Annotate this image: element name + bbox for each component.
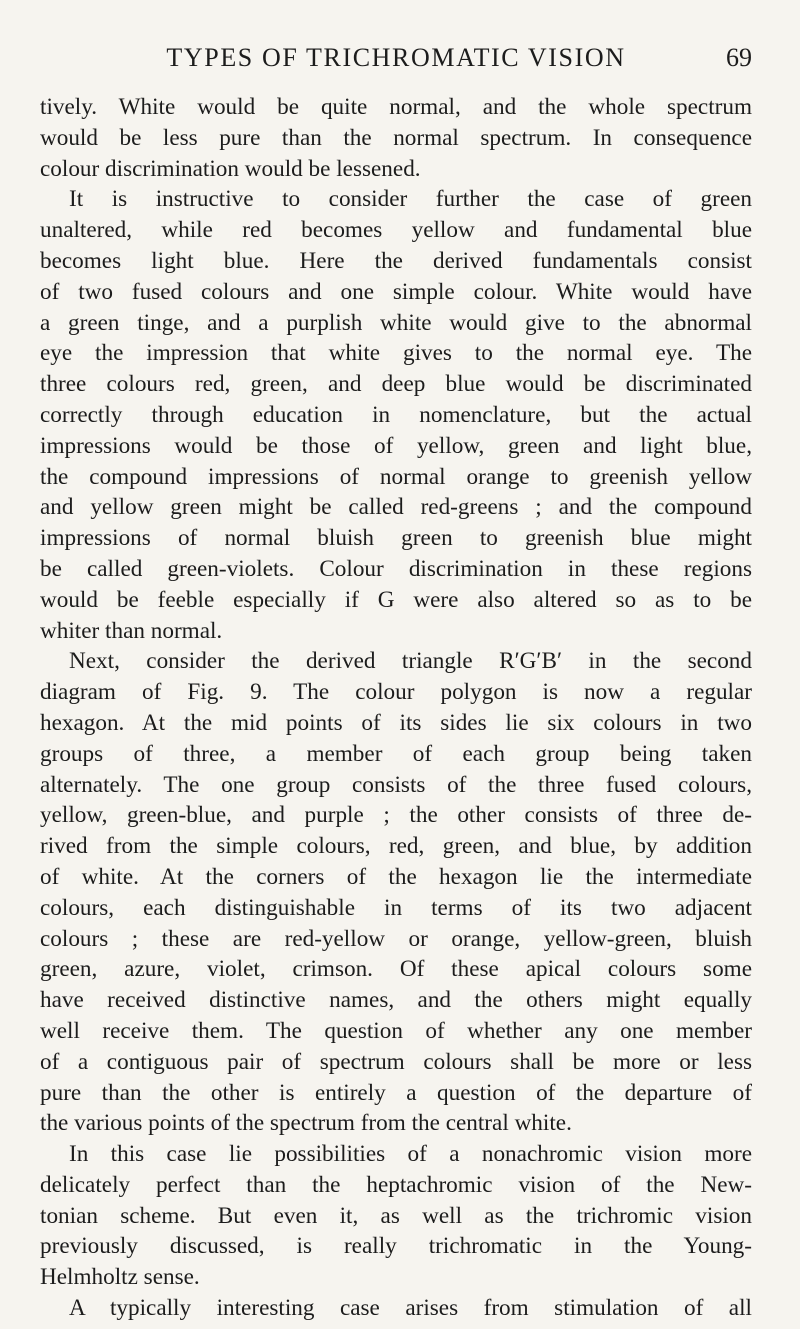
text-line: colours, each distinguishable in terms of its two adjacent <box>40 894 752 921</box>
text-line: impressions would be those of yellow, green and light blue, <box>40 432 752 459</box>
body-text <box>40 92 752 1324</box>
text-line: previously discussed, is really trichromatic in the Young- <box>40 1233 752 1260</box>
text-line: would be less pure than the normal spectrum. In consequence <box>40 124 752 151</box>
text-line: the compound impressions of normal orange to greenish yellow <box>40 463 752 490</box>
text-line: Helmholtz sense. <box>40 1264 200 1291</box>
text-line: and yellow green might be called red-greens ; and the compound <box>40 494 752 521</box>
text-line: tively. White would be quite normal, and the whole spectrum <box>40 94 752 120</box>
text-line: hexagon. At the mid points of its sides lie six colours in two <box>40 709 752 736</box>
text-line: diagram of Fig. 9. The colour polygon is now a regular <box>40 679 752 706</box>
text-line: well receive them. The question of whether any one member <box>40 1017 752 1044</box>
text-line: impressions of normal bluish green to greenish blue might <box>40 525 752 552</box>
text-line: groups of three, a member of each group being taken <box>40 740 752 767</box>
page-number: 69 <box>726 43 752 72</box>
text-line: In this case lie possibilities of a nonachromic vision more <box>69 1141 752 1168</box>
text-line: be called green-violets. Colour discrimination in these regions <box>40 555 752 582</box>
text-line: yellow, green-blue, and purple ; the other consists of three de- <box>40 802 752 829</box>
text-line: It is instructive to consider further the case of green <box>69 186 752 213</box>
text-line: delicately perfect than the heptachromic vision of the New- <box>40 1171 752 1198</box>
running-head <box>40 38 752 78</box>
text-line: Next, consider the derived triangle R′G′B′ in the second <box>69 648 752 675</box>
text-line: three colours red, green, and deep blue would be discriminated <box>40 371 752 398</box>
running-title: TYPES OF TRICHROMATIC VISION <box>166 43 626 72</box>
text-line: tonian scheme. But even it, as well as the trichromic vision <box>40 1202 752 1229</box>
text-line: have received distinctive names, and the others might equally <box>40 987 752 1014</box>
text-line: rived from the simple colours, red, green, and blue, by addition <box>40 833 752 860</box>
text-line: colours ; these are red-yellow or orange, yellow-green, bluish <box>40 925 752 952</box>
text-line: alternately. The one group consists of the three fused colours, <box>40 771 752 798</box>
text-line: becomes light blue. Here the derived fundamentals consist <box>40 247 752 274</box>
text-line: A typically interesting case arises from stimulation of all <box>69 1295 752 1322</box>
text-line: the various points of the spectrum from the central white. <box>40 1110 572 1137</box>
text-line: unaltered, while red becomes yellow and fundamental blue <box>40 217 752 244</box>
text-line: correctly through education in nomenclature, but the actual <box>40 401 752 428</box>
text-line: a green tinge, and a purplish white would give to the abnormal <box>40 309 752 336</box>
text-line: whiter than normal. <box>40 617 223 644</box>
text-line: of two fused colours and one simple colour. White would have <box>40 278 752 305</box>
text-line: eye the impression that white gives to the normal eye. The <box>40 340 752 367</box>
text-line: of white. At the corners of the hexagon lie the intermediate <box>40 863 752 890</box>
text-line: would be feeble especially if G were also altered so as to be <box>40 586 752 613</box>
text-line: of a contiguous pair of spectrum colours shall be more or less <box>40 1048 752 1075</box>
text-line: green, azure, violet, crimson. Of these apical colours some <box>40 956 752 983</box>
text-line: pure than the other is entirely a question of the departure of <box>40 1079 752 1106</box>
text-line: colour discrimination would be lessened. <box>40 155 421 182</box>
